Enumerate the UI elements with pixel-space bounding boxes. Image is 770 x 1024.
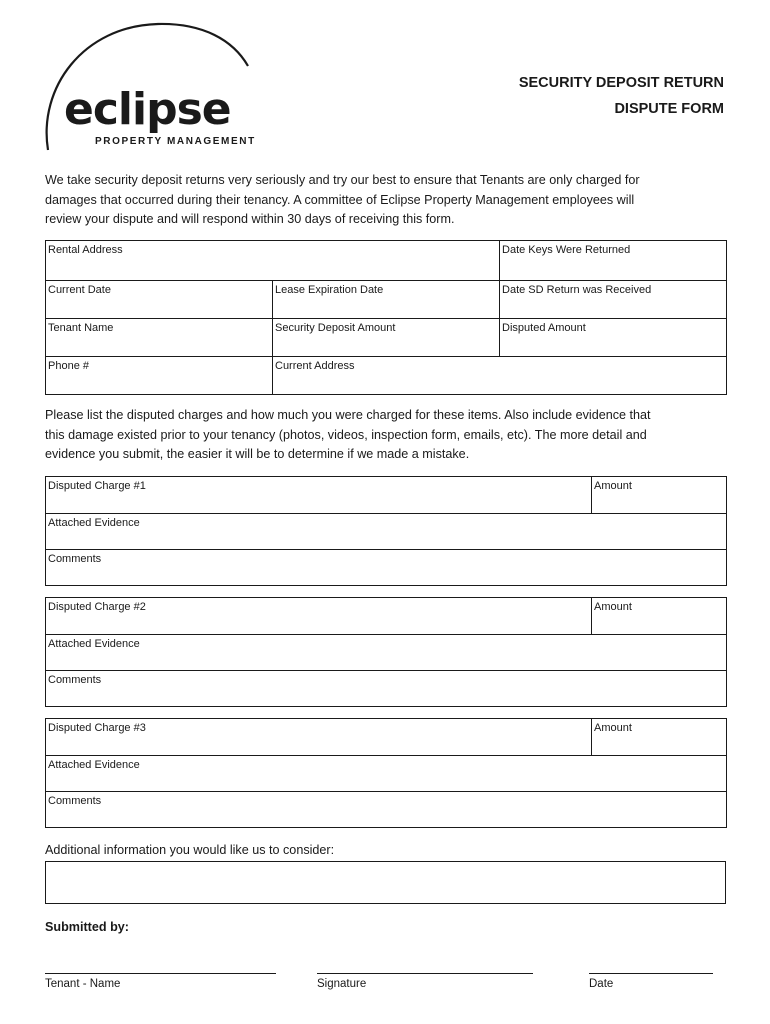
- signature-line[interactable]: [317, 973, 533, 974]
- form-title: [519, 70, 724, 122]
- amount-label: Amount: [594, 722, 632, 734]
- disputed-charge-field[interactable]: [46, 719, 592, 756]
- attached-evidence-field[interactable]: [46, 635, 727, 671]
- disputed-amount-field[interactable]: [500, 319, 727, 357]
- comments-field[interactable]: [46, 792, 727, 828]
- additional-info-field[interactable]: [45, 861, 726, 904]
- date-sd-return-received-label: Date SD Return was Received: [502, 284, 652, 296]
- lease-expiration-date-label: Lease Expiration Date: [275, 284, 384, 296]
- signature-caption: Signature: [317, 978, 367, 990]
- attached-evidence-label: Attached Evidence: [48, 638, 140, 650]
- amount-label: Amount: [594, 601, 632, 613]
- lease-expiration-date-field[interactable]: [273, 281, 500, 319]
- tenant-info-table: [45, 240, 727, 395]
- tenant-name-label: Tenant Name: [48, 322, 114, 334]
- comments-label: Comments: [48, 795, 102, 807]
- logo-brand-text: eclipse: [64, 84, 231, 135]
- amount-label: Amount: [594, 480, 632, 492]
- attached-evidence-field[interactable]: [46, 756, 727, 792]
- additional-info-label: Additional information you would like us to consider:: [45, 843, 335, 857]
- current-address-field[interactable]: [273, 357, 727, 395]
- disputed-charge-table-3: [45, 718, 727, 828]
- current-address-label: Current Address: [275, 360, 355, 372]
- intro-line-1: We take security deposit returns very seriously and try our best to ensure that Tenants are only charged for: [45, 173, 640, 187]
- eclipse-logo: [38, 18, 298, 158]
- security-deposit-amount-label: Security Deposit Amount: [275, 322, 396, 334]
- date-keys-returned-field[interactable]: [500, 241, 727, 281]
- attached-evidence-label: Attached Evidence: [48, 517, 140, 529]
- instructions-line-1: Please list the disputed charges and how much you were charged for these items. Also include evidence that: [45, 408, 651, 422]
- instructions-paragraph: [45, 406, 725, 465]
- date-keys-returned-label: Date Keys Were Returned: [502, 244, 631, 256]
- intro-line-3: review your dispute and will respond within 30 days of receiving this form.: [45, 212, 455, 226]
- logo-tagline-text: PROPERTY MANAGEMENT: [95, 136, 256, 147]
- disputed-charge-field[interactable]: [46, 477, 592, 514]
- disputed-charge-table-1: [45, 476, 727, 586]
- disputed-charge-table-2: [45, 597, 727, 707]
- tenant-name-field[interactable]: [46, 319, 273, 357]
- attached-evidence-label: Attached Evidence: [48, 759, 140, 771]
- disputed-charge-field[interactable]: [46, 598, 592, 635]
- intro-line-2: damages that occurred during their tenancy. A committee of Eclipse Property Management employees will: [45, 192, 635, 207]
- comments-label: Comments: [48, 674, 102, 686]
- phone-label: Phone #: [48, 360, 89, 372]
- comments-field[interactable]: [46, 671, 727, 707]
- disputed-charge-label: Disputed Charge #1: [48, 480, 146, 492]
- date-line[interactable]: [589, 973, 713, 974]
- disputed-amount-label: Disputed Amount: [502, 322, 586, 334]
- submitted-by-heading: Submitted by:: [45, 920, 129, 934]
- disputed-charge-label: Disputed Charge #3: [48, 722, 146, 734]
- instructions-line-3: evidence you submit, the easier it will be to determine if we made a mistake.: [45, 447, 470, 461]
- current-date-label: Current Date: [48, 284, 111, 296]
- date-sd-return-received-field[interactable]: [500, 281, 727, 319]
- amount-field[interactable]: [592, 477, 727, 514]
- rental-address-field[interactable]: [46, 241, 500, 281]
- comments-field[interactable]: [46, 550, 727, 586]
- security-deposit-amount-field[interactable]: [273, 319, 500, 357]
- instructions-line-2: this damage existed prior to your tenancy (photos, videos, inspection form, emails, etc). The more detail and: [45, 427, 647, 442]
- tenant-name-line[interactable]: [45, 973, 276, 974]
- disputed-charge-label: Disputed Charge #2: [48, 601, 146, 613]
- form-title-line-1: SECURITY DEPOSIT RETURN: [518, 75, 724, 91]
- date-caption: Date: [589, 978, 614, 990]
- amount-field[interactable]: [592, 598, 727, 635]
- attached-evidence-field[interactable]: [46, 514, 727, 550]
- phone-field[interactable]: [46, 357, 273, 395]
- current-date-field[interactable]: [46, 281, 273, 319]
- form-title-line-2: DISPUTE FORM: [614, 101, 724, 117]
- comments-label: Comments: [48, 553, 102, 565]
- tenant-name-caption: Tenant - Name: [45, 978, 121, 990]
- intro-paragraph: [45, 171, 725, 230]
- amount-field[interactable]: [592, 719, 727, 756]
- rental-address-label: Rental Address: [48, 244, 123, 256]
